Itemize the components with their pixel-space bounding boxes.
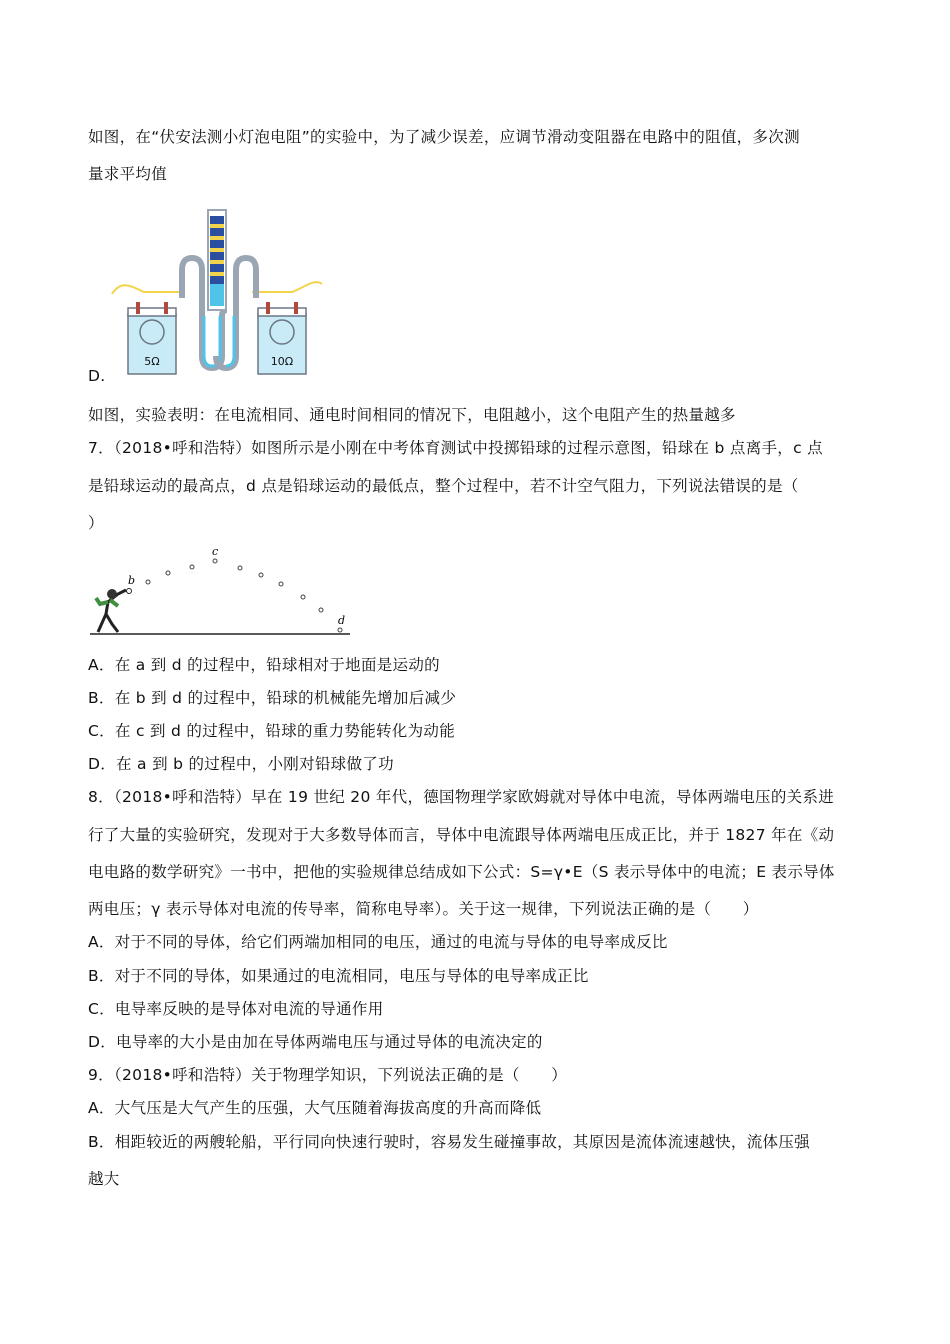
- resistor-10-label: 10Ω: [270, 355, 294, 368]
- q7-line1: 7．（2018•呼和浩特）如图所示是小刚在中考体育测试中投掷铅球的过程示意图，铅球在 b 点离手，c 点: [88, 439, 823, 457]
- point-b-label: b: [128, 574, 136, 587]
- q9-option-b: B．相距较近的两艘轮船，平行同向快速行驶时，容易发生碰撞事故，其原因是流体流速越快，流体压强: [88, 1133, 810, 1151]
- q7-option-d: D．在 a 到 b 的过程中，小刚对铅球做了功: [88, 755, 394, 773]
- q9-option-a: A．大气压是大气产生的压强，大气压随着海拔高度的升高而降低: [88, 1099, 542, 1117]
- q9-option-b-cont: 越大: [88, 1170, 120, 1188]
- q8-option-d: D．电导率的大小是由加在导体两端电压与通过导体的电流决定的: [88, 1033, 543, 1051]
- q7-option-a: A．在 a 到 d 的过程中，铅球相对于地面是运动的: [88, 656, 440, 674]
- q7-option-c: C．在 c 到 d 的过程中，铅球的重力势能转化为动能: [88, 722, 455, 740]
- q8-option-b: B．对于不同的导体，如果通过的电流相同，电压与导体的电导率成正比: [88, 967, 589, 985]
- q8-line1: 8．（2018•呼和浩特）早在 19 世纪 20 年代，德国物理学家欧姆就对导体中电流，导体两端电压的关系进: [88, 788, 835, 806]
- q8-line3: 电电路的数学研究》一书中，把他的实验规律总结成如下公式：S=γ•E（S 表示导体中的电流；E 表示导体: [88, 863, 835, 881]
- q7-line2: 是铅球运动的最高点，d 点是铅球运动的最低点，整个过程中，若不计空气阻力，下列说法错误的是（: [88, 477, 799, 495]
- q8-line2: 行了大量的实验研究，发现对于大多数导体而言，导体中电流跟导体两端电压成正比，并于 1827 年在《动: [88, 826, 835, 844]
- resistor-5-label: 5Ω: [144, 355, 160, 368]
- q7-option-b: B．在 b 到 d 的过程中，铅球的机械能先增加后减少: [88, 689, 457, 707]
- option-d-text: 如图，实验表明：在电流相同、通电时间相同的情况下，电阻越小，这个电阻产生的热量越多: [88, 406, 736, 424]
- q9-line1: 9．（2018•呼和浩特）关于物理学知识，下列说法正确的是（ ）: [88, 1066, 568, 1084]
- prev-option-text-line1: 如图，在“伏安法测小灯泡电阻”的实验中，为了减少误差，应调节滑动变阻器在电路中的阻值，多次测: [88, 128, 800, 146]
- point-d-label: d: [338, 614, 346, 627]
- shot-put-figure: [88, 544, 358, 638]
- q7-line3: ）: [88, 514, 104, 532]
- prev-option-text-line2: 量求平均值: [88, 165, 168, 183]
- point-c-label: c: [212, 545, 219, 558]
- q8-option-c: C．电导率反映的是导体对电流的导通作用: [88, 1000, 384, 1018]
- q8-line4: 两电压；γ 表示导体对电流的传导率，简称电导率）。关于这一规律，下列说法正确的是（ ）: [88, 900, 759, 918]
- joule-heating-figure: [108, 206, 326, 378]
- option-d-label: D.: [88, 367, 106, 385]
- q8-option-a: A．对于不同的导体，给它们两端加相同的电压，通过的电流与导体的电导率成反比: [88, 933, 668, 951]
